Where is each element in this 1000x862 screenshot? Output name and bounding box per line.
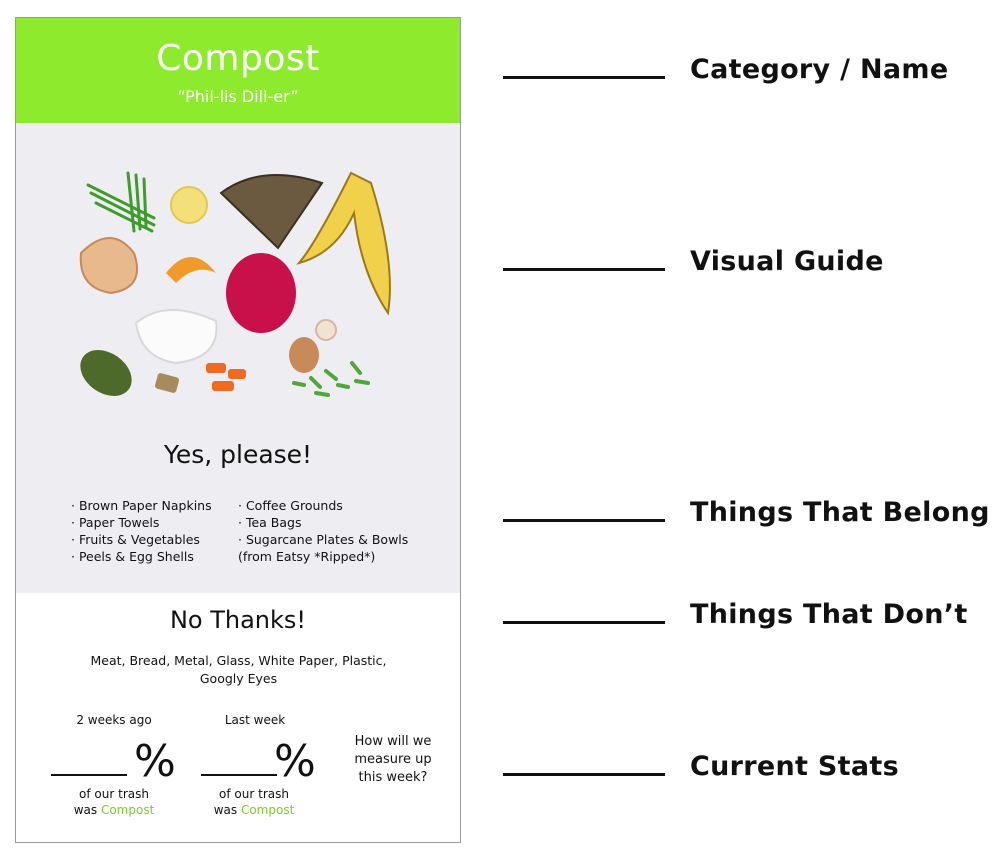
annotation-leader-line: [503, 621, 665, 624]
sugarcane-bowl: [136, 310, 217, 363]
cork: [154, 372, 179, 393]
egg: [289, 337, 319, 373]
stat-percent-sign: %: [274, 736, 316, 787]
annotation-label: Things That Don’t: [690, 599, 968, 630]
poster-header: [16, 18, 460, 123]
poster-subtitle: “Phil-lis Dill-er”: [177, 87, 299, 106]
list-item: · Tea Bags: [238, 515, 302, 530]
stat-when-label: 2 weeks ago: [76, 713, 152, 727]
stat-percent-sign: %: [134, 736, 176, 787]
annotation-label: Visual Guide: [690, 246, 884, 277]
annotation-leader-line: [503, 76, 665, 79]
annotation-label: Things That Belong: [690, 497, 990, 528]
stat-caption-line1: of our trash: [79, 787, 149, 801]
list-item: (from Eatsy *Ripped*): [238, 549, 376, 564]
no-thanks-heading: No Thanks!: [169, 606, 307, 634]
poster-title: Compost: [156, 38, 320, 79]
list-item: · Brown Paper Napkins: [71, 498, 212, 513]
list-item: · Paper Towels: [71, 515, 160, 530]
annotation-leader-line: [503, 519, 665, 522]
onion-skin: [81, 238, 137, 293]
compost-poster: [15, 17, 461, 843]
annotation-leader-line: [503, 773, 665, 776]
compost-items-image: [16, 123, 460, 433]
stat-caption: [44, 786, 184, 818]
annotation-label: Current Stats: [690, 751, 899, 782]
list-item: · Peels & Egg Shells: [71, 549, 194, 564]
stat-caption-line2: [184, 802, 324, 818]
carrot-pieces: [206, 363, 246, 391]
stat-blank-line: [51, 774, 127, 776]
stat-caption-prefix: was: [73, 803, 101, 817]
list-item: · Sugarcane Plates & Bowls: [238, 532, 409, 547]
stat-caption-highlight: Compost: [240, 803, 295, 817]
belong-list-col-2: [238, 497, 408, 565]
belong-list-col-1: [71, 497, 212, 565]
avocado-skin: [72, 341, 141, 406]
no-thanks-list: Meat, Bread, Metal, Glass, White Paper, Plastic, Googly Eyes: [90, 653, 387, 686]
visual-guide-area: [16, 123, 460, 593]
stat-when-label: Last week: [224, 713, 286, 727]
stat-caption-line2: [44, 802, 184, 818]
lemon-half: [171, 187, 207, 223]
yes-please-heading: Yes, please!: [163, 440, 313, 469]
stat-caption-highlight: Compost: [100, 803, 155, 817]
annotation-label: Category / Name: [690, 54, 949, 85]
stat-caption-prefix: was: [213, 803, 241, 817]
green-beans: [88, 173, 154, 231]
stat-blank-line: [201, 774, 277, 776]
annotation-leader-line: [503, 268, 665, 271]
orange-peel: [166, 257, 216, 283]
coffee-filter: [221, 175, 322, 248]
weekly-question: How will we measure up this week?: [354, 734, 432, 785]
list-item: · Fruits & Vegetables: [71, 532, 200, 547]
stat-caption: [184, 786, 324, 818]
dragon-fruit: [226, 253, 296, 333]
list-item: · Coffee Grounds: [238, 498, 343, 513]
stat-caption-line1: of our trash: [219, 787, 289, 801]
